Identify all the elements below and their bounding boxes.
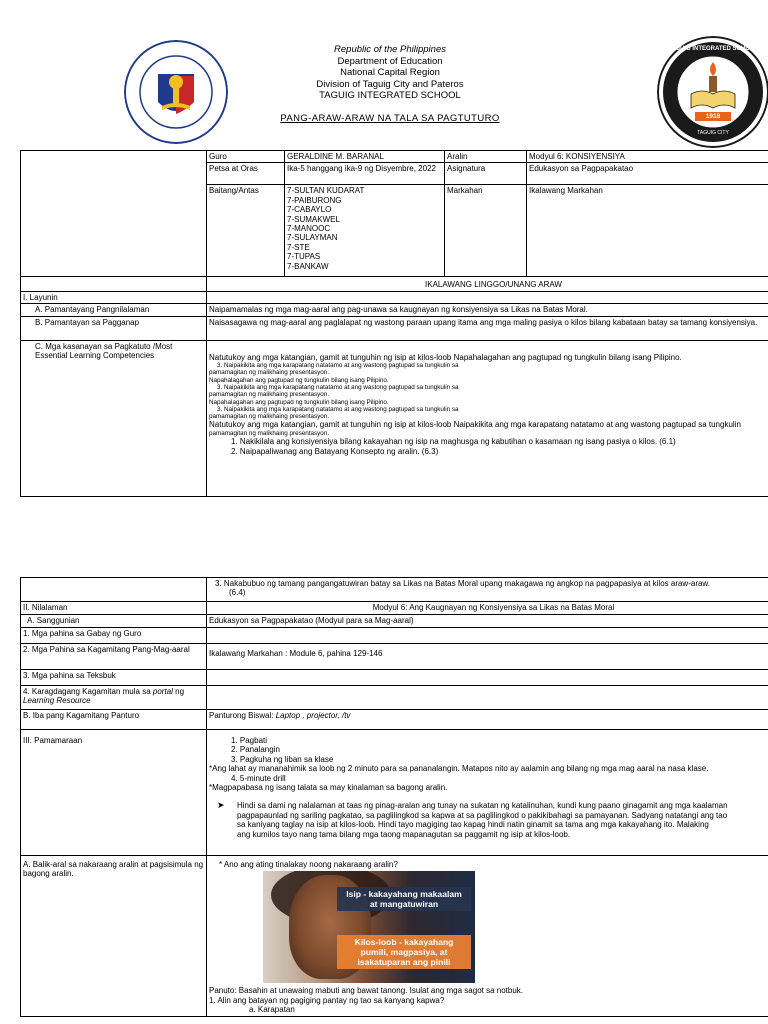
week-day-heading: IKALAWANG LINGGO/UNANG ARAW [207, 277, 768, 291]
procedure-step: 3. Pagkuha ng liban sa klase [231, 754, 334, 764]
markahan-label: Markahan [445, 185, 527, 277]
competencies-cell [207, 340, 768, 496]
section-item: 7-SUMAKWEL [287, 214, 340, 224]
pamantayan-sa-pagganap-value: Naisasagawa ng mag-aaral ang paglalapat ng wastong paraan upang itama ang mga maling pasiya o kilos bilang kabataan batay sa tamang konsiyensiya. [207, 316, 768, 340]
note-reading: *Magpapabasa ng isang talata sa may kinalaman sa bagong aralin. [209, 783, 448, 793]
sections-cell [285, 185, 445, 277]
school-seal-city: TAGUIG CITY [697, 130, 729, 136]
deped-seal-logo [124, 40, 228, 144]
petsa-value: Ika-5 hanggang ika-9 ng Disyembre, 2022 [285, 163, 445, 185]
pamantayan-sa-pagganap-label: B. Pamantayan sa Pagganap [21, 316, 207, 340]
region-line: National Capital Region [340, 67, 440, 78]
iba-pang-kagamitan-label: B. Iba pang Kagamitang Panturo [21, 710, 207, 730]
section-item: 7-PAIBURONG [287, 195, 342, 205]
blank-cell [21, 277, 207, 291]
portal-text: portal [152, 687, 173, 696]
pamantayang-pangnilalaman-value: Naipamamalas ng mga mag-aaral ang pag-unawa sa kaugnayan ng konsiyensiya sa Likas na Batas Moral. [207, 304, 768, 316]
layunin-label: I. Layunin [21, 291, 207, 303]
competency-line: Natutukoy ang mga katangian, gamit at tunguhin ng isip at kilos-loob Napahalagahan ang pagtupad ng tungkulin bilang isang Pilipino. [209, 352, 682, 362]
quote-block [209, 801, 768, 839]
competencies-lines [209, 353, 768, 437]
steps-list [209, 736, 768, 764]
markahan-value: Ikalawang Markahan [527, 185, 768, 277]
lesson-info-table [20, 150, 768, 497]
quote-line: pagpapaunlad ng sariling pagkatao, sa paglilingkod sa kapwa at sa paglilingkod o pakikibahagi sa pamayanan. Sadyang natatangi ang tao [237, 810, 728, 820]
blank-cell [207, 291, 768, 303]
nilalaman-value: Modyul 6: Ang Kaugnayan ng Konsiyensiya sa Likas na Batas Moral [207, 602, 768, 615]
competency-line: 3. Naipakikita ang mga karapatang natatamo at ang wastong pagtupad sa tungkulin sa [217, 383, 459, 391]
competency-item: 1. Nakikilala ang konsiyensiya bilang kakayahan ng isip na maghusga ng kabutihan o kasamaan ng isang pasiya o kilos. (6.1) [231, 437, 676, 447]
arrow-bullet-icon: ➤ [217, 800, 225, 811]
school-seal-lettering [657, 36, 768, 148]
competency-line: pamamagitan ng malikhaing presentasyon. [209, 413, 330, 421]
blank-cell [207, 628, 768, 644]
competency-item-3-cell [207, 578, 768, 602]
panturong-biswal-label: Panturong Biswal: [209, 711, 276, 720]
competency-line: pamamagitan ng malikhaing presentasyon. [209, 391, 330, 399]
section-item: 7-SULTAN KUDARAT [287, 186, 365, 196]
aralin-value: Modyul 6: KONSIYENSIYA [527, 151, 768, 163]
sections-list [287, 186, 442, 271]
guro-value: GERALDINE M. BARANAL [285, 151, 445, 163]
pamantayang-pangnilalaman-label: A. Pamantayang Pangnilalaman [21, 304, 207, 316]
aralin-label: Aralin [445, 151, 527, 163]
pamamaraan-cell [207, 730, 768, 856]
ng-text: ng [172, 687, 185, 696]
school-header [230, 44, 550, 102]
petsa-label: Petsa at Oras [207, 163, 285, 185]
section-item: 7-BANKAW [287, 261, 329, 271]
karagdagang-kagamitan-label [21, 686, 207, 710]
asignatura-label: Asignatura [445, 163, 527, 185]
school-seal-name: TAGUIG INTEGRATED SCHOOL [667, 46, 759, 52]
quote-lines [209, 801, 768, 839]
competency-line: 3. Naipakikita ang mga karapatang natatamo at ang wastong pagtupad sa tungkulin sa [217, 405, 459, 413]
competency-line: Napahalagahan ang pagtupad ng tungkulin bilang isang Pilipino. [209, 376, 389, 384]
competency-item-3: 3. Nakabubuo ng tamang pangangatuwiran batay sa Likas na Batas Moral upang makagawa ng angkop na pagpapasiya at kilos araw-araw. [215, 579, 710, 588]
blank-cell [207, 686, 768, 710]
karagdagang-kagamitan-text: 4. Karagdagang Kagamitan mula sa [23, 687, 153, 696]
gabay-guro-label: 1. Mga pahina sa Gabay ng Guro [21, 628, 207, 644]
section-item: 7-CABAYLO [287, 205, 332, 215]
competency-line: 3. Naipakikita ang mga karapatang natatamo at ang wastong pagtupad sa tungkulin sa [217, 362, 459, 370]
competency-line: pamamagitan ng malikhaing presentasyon. [209, 369, 330, 377]
panturong-biswal-items: Laptop , projector, /tv [275, 711, 351, 720]
section-item: 7-TUPAS [287, 252, 321, 262]
nilalaman-label: II. Nilalaman [21, 602, 207, 615]
competency-line: Natutukoy ang mga katangian, gamit at tunguhin ng isip at kilos-loob Naipakikita ang mga karapatang natatamo at ang wastong pagtupad sa tungkulin [209, 420, 741, 430]
drill-item: 4. 5-minute drill [231, 773, 286, 783]
asignatura-value: Edukasyon sa Pagpapakatao [527, 163, 768, 185]
panuto-text: Panuto: Basahin at unawaing mabuti ang bawat tanong. Isulat ang mga sagot sa notbuk. [209, 986, 523, 996]
review-image [263, 871, 475, 983]
learning-resource-text: Learning Resource [23, 696, 91, 706]
competencies-items [209, 437, 768, 456]
school-line: TAGUIG INTEGRATED SCHOOL [319, 90, 461, 101]
question-1: 1. Alin ang batayan ng pagiging pantay ng tao sa kanyang kapwa? [209, 995, 445, 1005]
question-1-option-a: a. Karapatan [249, 1005, 295, 1015]
competency-line: Napahalagahan ang pagtupad ng tungkulin bilang isang Pilipino. [209, 398, 389, 406]
pamamaraan-label: III. Pamamaraan [21, 730, 207, 856]
guro-label: Guro [207, 151, 285, 163]
note-prayer: *Ang lahat ay mananahimik sa loob ng 2 minuto para sa pananalangin. Matapos nito ay aalamin ang bilang ng mga mag aaral na nasa klase. [209, 764, 709, 774]
balik-aral-question: * Ano ang ating tinalakay noong nakaraang aralin? [219, 860, 398, 869]
quote-line: ang kumilos tayo nang tama bilang mga taong mapanagutan sa paggamit ng isip at kilos-loob. [237, 829, 571, 839]
department-line: Department of Education [337, 55, 443, 67]
sanggunian-value: Edukasyon sa Pagpapakatao (Modyul para sa Mag-aaral) [207, 615, 768, 628]
republic-line: Republic of the Philippines [334, 44, 446, 55]
kilos-loob-banner: Kilos-loob - kakayahang pumili, magpasiya, at isakatuparan ang pinili [337, 935, 471, 969]
iba-pang-kagamitan-value [207, 710, 768, 730]
competency-item: 2. Naipapaliwanag ang Batayang Konsepto ng aralin. (6.3) [231, 446, 439, 456]
quote-line: sa kaniyang taglay na isip at kilos-loob. Hindi tayo magiging tao kapag hindi natin ginamit sa tama ang mga kakayahang ito. Malaking [237, 820, 709, 830]
section-item: 7-SULAYMAN [287, 233, 338, 243]
sanggunian-label: A. Sanggunian [21, 615, 207, 628]
section-item: 7-MANOOC [287, 224, 331, 234]
competency-item-3-code: (6.4) [229, 588, 246, 598]
procedure-step: 2. Panalangin [231, 745, 280, 755]
baitang-label: Baitang/Antas [207, 185, 285, 277]
division-line: Division of Taguig City and Pateros [316, 78, 464, 90]
school-seal-year: 1918 [705, 113, 721, 120]
balik-aral-cell [207, 856, 768, 1017]
blank-cell [207, 670, 768, 686]
procedure-step: 1. Pagbati [231, 736, 268, 745]
lesson-procedure-table [20, 577, 768, 1017]
quote-line: Hindi sa dami ng nalalaman at taas ng pinag-aralan ang tunay na sukatan ng katalinuhan, kundi kung paano ginagamit ang mga kaalaman [237, 801, 728, 811]
blank-cell [21, 578, 207, 602]
balik-aral-label: A. Balik-aral sa nakaraang aralin at pagsisimula ng bagong aralin. [21, 856, 207, 1017]
kagamitang-mag-aaral-label: 2. Mga Pahina sa Kagamitang Pang-Mag-aaral [21, 644, 207, 670]
section-item: 7-STE [287, 242, 310, 252]
kagamitang-mag-aaral-value: Ikalawang Markahan : Module 6, pahina 129-146 [207, 644, 768, 670]
blank-cell [21, 151, 207, 277]
document-title: PANG-ARAW-ARAW NA TALA SA PAGTUTURO [280, 113, 500, 124]
isip-banner: Isip - kakayahang makaalam at mangatuwiran [337, 887, 471, 911]
competency-line: pamamagitan ng malikhaing presentasyon. [209, 429, 330, 437]
teksbuk-label: 3. Mga pahina sa Teksbuk [21, 670, 207, 686]
competencies-label: C. Mga kasanayan sa Pagkatuto /Most Essential Learning Competencies [21, 340, 207, 496]
